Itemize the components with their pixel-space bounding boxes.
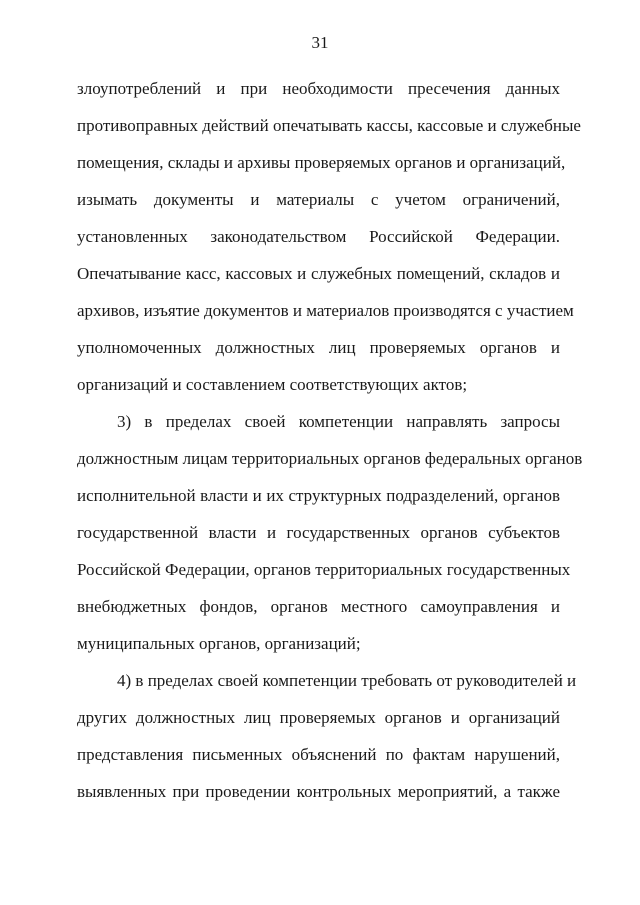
paragraph-start-line-item-4: 4) в пределах своей компетенции требовать от руководителей и (117, 671, 577, 690)
text-line: установленных законодательством Российской Федерации. (77, 227, 560, 246)
text-line: государственной власти и государственных органов субъектов (77, 523, 560, 542)
text-line: изымать документы и материалы с учетом ограничений, (77, 190, 560, 209)
text-line: архивов, изъятие документов и материалов производятся с участием (77, 301, 574, 320)
text-line: противоправных действий опечатывать кассы, кассовые и служебные (77, 116, 581, 135)
paragraph-start-line-item-3: 3) в пределах своей компетенции направлять запросы (117, 412, 560, 431)
text-line: должностным лицам территориальных органов федеральных органов (77, 449, 583, 468)
text-line: помещения, склады и архивы проверяемых органов и организаций, (77, 153, 566, 172)
text-line: других должностных лиц проверяемых органов и организаций (77, 708, 560, 727)
paragraph-end-line: организаций и составлением соответствующих актов; (77, 375, 468, 394)
text-line: исполнительной власти и их структурных подразделений, органов (77, 486, 560, 505)
text-line: внебюджетных фондов, органов местного самоуправления и (77, 597, 560, 616)
text-line: злоупотреблений и при необходимости пресечения данных (77, 79, 560, 98)
paragraph-end-line: муниципальных органов, организаций; (77, 634, 361, 653)
text-line: представления письменных объяснений по фактам нарушений, (77, 745, 560, 764)
text-line: уполномоченных должностных лиц проверяемых органов и (77, 338, 560, 357)
text-line: Опечатывание касс, кассовых и служебных помещений, складов и (77, 264, 560, 283)
page-number: 31 (311, 33, 329, 52)
document-body (77, 70, 583, 810)
text-line: выявленных при проведении контрольных мероприятий, а также (77, 782, 560, 801)
text-line: Российской Федерации, органов территориальных государственных (77, 560, 571, 579)
